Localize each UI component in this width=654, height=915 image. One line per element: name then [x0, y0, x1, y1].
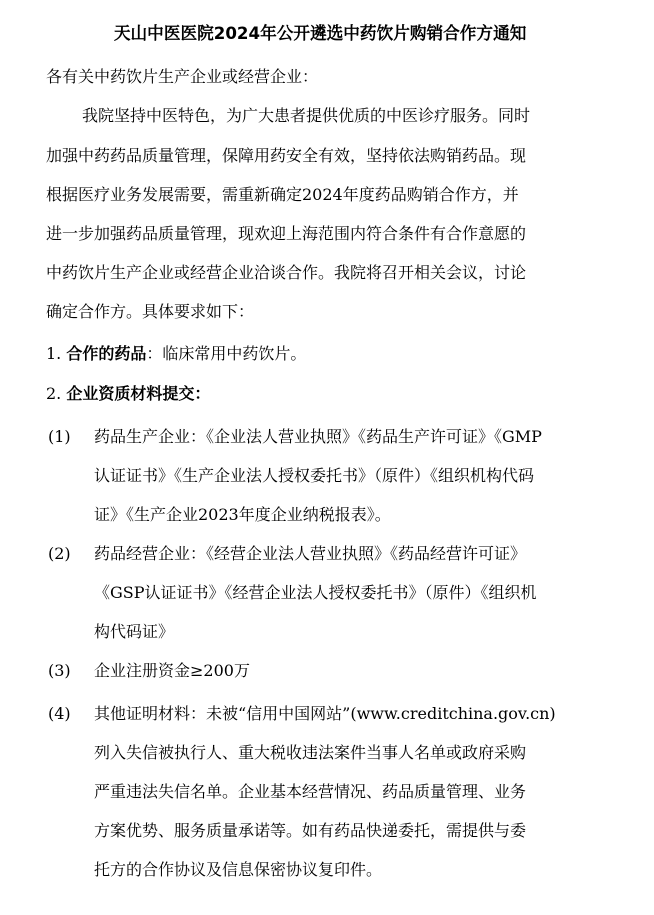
intro-line: 根据医疗业务发展需要，需重新确定2024年度药品购销合作方，并 — [46, 185, 519, 204]
sub-item-line: 列入失信被执行人、重大税收违法案件当事人名单或政府采购 — [94, 743, 527, 762]
sub-item-line: 方案优势、服务质量承诺等。如有药品快递委托，需提供与委 — [94, 821, 527, 840]
intro-line: 我院坚持中医特色，为广大患者提供优质的中医诊疗服务。同时 — [82, 106, 531, 125]
sub-item-line: 构代码证》 — [94, 622, 175, 641]
sub-item-number: (2) — [48, 544, 71, 563]
intro-line: 确定合作方。具体要求如下： — [46, 302, 255, 321]
sub-item-number: (3) — [48, 661, 71, 680]
sub-item-line: 药品经营企业：《经营企业法人营业执照》《药品经营许可证》 — [94, 544, 527, 563]
list-item-1 — [46, 342, 306, 366]
intro-line: 中药饮片生产企业或经营企业洽谈合作。我院将召开相关会议，讨论 — [46, 263, 527, 282]
sub-item-line: 证》《生产企业2023年度企业纳税报表》。 — [94, 505, 391, 524]
list-item-2 — [46, 382, 210, 406]
sub-item-line: 《GSP认证证书》《经营企业法人授权委托书》（原件）《组织机 — [94, 583, 537, 602]
sub-item-line: 认证证书》《生产企业法人授权委托书》（原件）《组织机构代码 — [94, 466, 535, 485]
list-item-text: ：临床常用中药饮片。 — [146, 344, 307, 363]
sub-item-number: (1) — [48, 427, 71, 446]
sub-item-line: 企业注册资金≥200万 — [94, 661, 250, 680]
salutation: 各有关中药饮片生产企业或经营企业： — [46, 67, 319, 86]
list-item-label: 合作的药品 — [66, 344, 147, 363]
sub-item-line: 托方的合作协议及信息保密协议复印件。 — [94, 860, 383, 879]
sub-item-line: 严重违法失信名单。企业基本经营情况、药品质量管理、业务 — [94, 782, 527, 801]
sub-item-line: 其他证明材料：未被“信用中国网站”(www.creditchina.gov.cn) — [94, 704, 556, 723]
intro-line: 加强中药药品质量管理，保障用药安全有效，坚持依法购销药品。现 — [46, 146, 527, 165]
sub-item-line: 药品生产企业：《企业法人营业执照》《药品生产许可证》《GMP — [94, 427, 542, 446]
list-item-number: 2. — [46, 384, 62, 403]
list-item-number: 1. — [46, 344, 62, 363]
sub-item-number: (4) — [48, 704, 71, 723]
document-title: 天山中医医院2024年公开遴选中药饮片购销合作方通知 — [113, 24, 527, 44]
intro-line: 进一步加强药品质量管理，现欢迎上海范围内符合条件有合作意愿的 — [46, 224, 527, 243]
list-item-label: 企业资质材料提交： — [66, 384, 211, 403]
